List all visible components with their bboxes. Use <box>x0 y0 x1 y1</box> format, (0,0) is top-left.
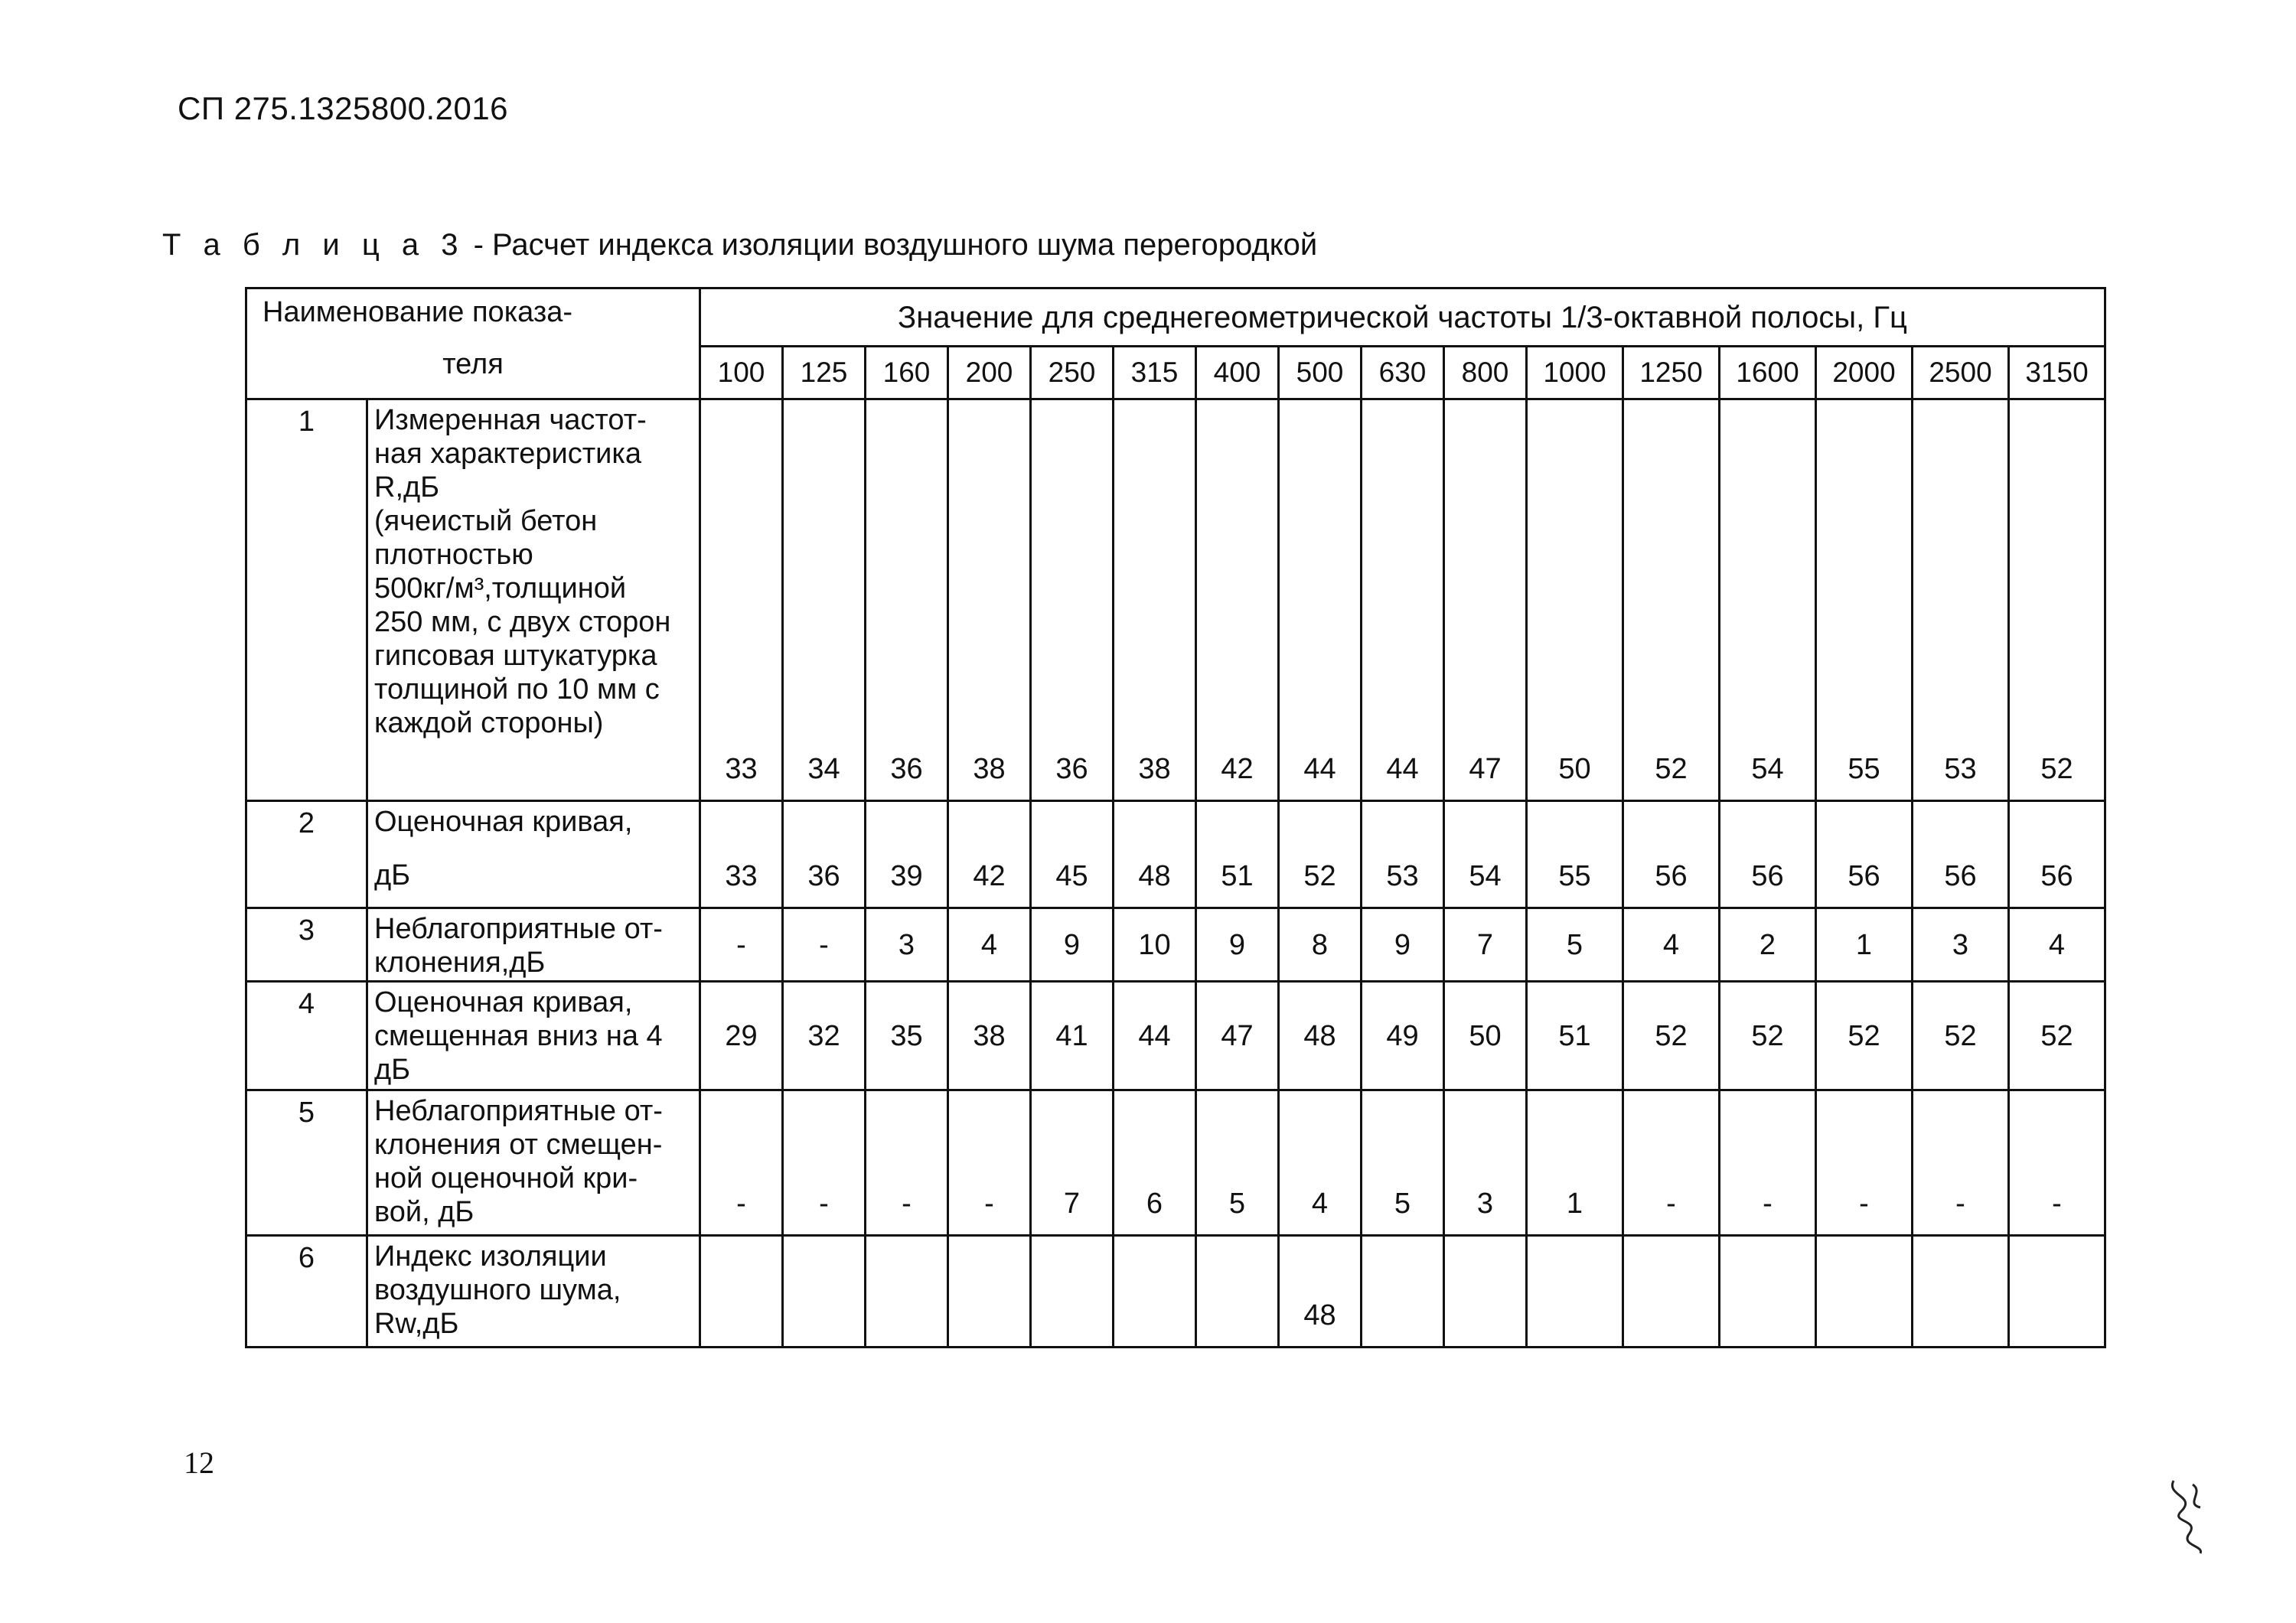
frequency-header-cell: 1000 <box>1527 347 1623 399</box>
value-cell: 56 <box>1720 801 1816 908</box>
value-cell: 3 <box>1913 908 2009 982</box>
table-row <box>246 1236 2105 1348</box>
value-cell: - <box>866 1090 948 1236</box>
frequency-header-cell: 200 <box>948 347 1031 399</box>
value-cell: - <box>1816 1090 1913 1236</box>
frequency-header-cell: 400 <box>1196 347 1279 399</box>
frequency-header-cell: 800 <box>1444 347 1527 399</box>
row-label-line: смещенная вниз на 4 <box>374 1020 663 1052</box>
frequency-header-cell: 315 <box>1114 347 1196 399</box>
frequency-header-cell: 125 <box>783 347 866 399</box>
indicator-name-header-line1: Наименование показа- <box>263 296 573 328</box>
value-cell <box>700 1236 783 1348</box>
value-cell: 38 <box>948 399 1031 801</box>
value-cell: - <box>1720 1090 1816 1236</box>
value-cell: 56 <box>1816 801 1913 908</box>
value-cell: - <box>948 1090 1031 1236</box>
row-index: 2 <box>246 801 367 908</box>
value-cell <box>1196 1236 1279 1348</box>
frequency-header-cell: 250 <box>1031 347 1114 399</box>
value-cell: 56 <box>2009 801 2105 908</box>
frequency-header-cell: 2000 <box>1816 347 1913 399</box>
value-cell: 54 <box>1720 399 1816 801</box>
value-cell: - <box>1913 1090 2009 1236</box>
value-cell: 5 <box>1527 908 1623 982</box>
value-cell <box>1114 1236 1196 1348</box>
value-cell: 9 <box>1196 908 1279 982</box>
value-cell: 1 <box>1527 1090 1623 1236</box>
value-cell <box>1623 1236 1720 1348</box>
value-cell: 29 <box>700 982 783 1090</box>
value-cell <box>783 1236 866 1348</box>
noise-insulation-table <box>245 287 2106 1348</box>
value-cell: 3 <box>866 908 948 982</box>
value-cell: 52 <box>2009 399 2105 801</box>
value-cell <box>948 1236 1031 1348</box>
frequency-header-cell: 100 <box>700 347 783 399</box>
value-cell: - <box>783 1090 866 1236</box>
value-cell <box>1362 1236 1444 1348</box>
row-index: 5 <box>246 1090 367 1236</box>
table-row <box>246 399 2105 801</box>
value-cell: 50 <box>1527 399 1623 801</box>
value-cell: 36 <box>1031 399 1114 801</box>
value-cell: 9 <box>1031 908 1114 982</box>
value-cell: - <box>700 908 783 982</box>
table-row <box>246 801 2105 908</box>
value-cell: 33 <box>700 801 783 908</box>
row-index: 4 <box>246 982 367 1090</box>
row-label-line: Оценочная кривая, <box>374 806 633 838</box>
page-number: 12 <box>184 1445 214 1480</box>
row-label <box>367 1090 700 1236</box>
value-cell: 44 <box>1279 399 1362 801</box>
row-label <box>367 399 700 801</box>
value-cell: 8 <box>1279 908 1362 982</box>
frequency-header-cell: 500 <box>1279 347 1362 399</box>
row-index: 3 <box>246 908 367 982</box>
value-cell: 48 <box>1279 982 1362 1090</box>
value-cell: 38 <box>948 982 1031 1090</box>
value-cell: 52 <box>2009 982 2105 1090</box>
value-cell: 48 <box>1279 1236 1362 1348</box>
value-cell: 55 <box>1816 399 1913 801</box>
table-caption <box>162 228 1317 262</box>
row-label-line: плотностью <box>374 539 533 571</box>
value-cell: 33 <box>700 399 783 801</box>
value-cell: 39 <box>866 801 948 908</box>
value-cell: 44 <box>1362 399 1444 801</box>
value-cell: 52 <box>1623 982 1720 1090</box>
value-cell: 2 <box>1720 908 1816 982</box>
frequency-header-cell: 3150 <box>2009 347 2105 399</box>
value-cell: 53 <box>1362 801 1444 908</box>
value-cell: 48 <box>1114 801 1196 908</box>
value-cell: 9 <box>1362 908 1444 982</box>
table-row <box>246 908 2105 982</box>
value-cell <box>1720 1236 1816 1348</box>
value-cell: 10 <box>1114 908 1196 982</box>
value-cell: - <box>1623 1090 1720 1236</box>
value-cell: 53 <box>1913 399 2009 801</box>
indicator-name-header <box>246 288 700 399</box>
value-cell: 49 <box>1362 982 1444 1090</box>
row-label-line: 500кг/м³,толщиной <box>374 572 627 605</box>
table-caption-title: - Расчет индекса изоляции воздушного шума перегородкой <box>465 228 1318 262</box>
value-cell: 44 <box>1114 982 1196 1090</box>
value-cell: 6 <box>1114 1090 1196 1236</box>
value-cell: 34 <box>783 399 866 801</box>
row-label-line: Индекс изоляции <box>374 1240 607 1273</box>
row-label-line: Неблагоприятные от- <box>374 1095 663 1127</box>
value-cell: 42 <box>948 801 1031 908</box>
row-label-line: Неблагоприятные от- <box>374 913 663 945</box>
value-cell: - <box>2009 1090 2105 1236</box>
value-cell: 4 <box>2009 908 2105 982</box>
value-cell: 3 <box>1444 1090 1527 1236</box>
value-cell: 7 <box>1031 1090 1114 1236</box>
value-cell: 36 <box>783 801 866 908</box>
value-cell: 54 <box>1444 801 1527 908</box>
row-label-line: Оценочная кривая, <box>374 986 633 1018</box>
value-cell: 4 <box>1623 908 1720 982</box>
value-cell: 41 <box>1031 982 1114 1090</box>
table-row <box>246 982 2105 1090</box>
row-label-line: Измеренная частот- <box>374 404 647 436</box>
value-cell: 52 <box>1816 982 1913 1090</box>
row-label <box>367 1236 700 1348</box>
row-label-line: гипсовая штукатурка <box>374 640 657 672</box>
table-row <box>246 1090 2105 1236</box>
value-cell: 52 <box>1623 399 1720 801</box>
row-label-line: каждой стороны) <box>374 707 604 739</box>
signature-mark <box>2158 1473 2219 1557</box>
value-cell <box>1031 1236 1114 1348</box>
value-cell <box>1527 1236 1623 1348</box>
value-cell: 35 <box>866 982 948 1090</box>
row-label-line: клонения от смещен- <box>374 1129 663 1161</box>
row-label <box>367 801 700 908</box>
value-cell: 1 <box>1816 908 1913 982</box>
value-cell: 47 <box>1444 399 1527 801</box>
value-cell <box>1444 1236 1527 1348</box>
row-label-line: воздушного шума, <box>374 1274 621 1306</box>
row-label <box>367 982 700 1090</box>
row-label-line: R,дБ <box>374 471 440 504</box>
value-cell: 47 <box>1196 982 1279 1090</box>
row-label-line: дБ <box>374 859 411 891</box>
value-cell: - <box>783 908 866 982</box>
value-cell: 45 <box>1031 801 1114 908</box>
indicator-name-header-line2: теля <box>442 348 504 380</box>
frequency-header-cell: 2500 <box>1913 347 2009 399</box>
value-cell: 56 <box>1913 801 2009 908</box>
row-label-line: вой, дБ <box>374 1196 475 1228</box>
value-cell: 4 <box>948 908 1031 982</box>
value-cell: 52 <box>1720 982 1816 1090</box>
value-cell: 5 <box>1196 1090 1279 1236</box>
value-cell <box>1913 1236 2009 1348</box>
value-cell: - <box>700 1090 783 1236</box>
value-cell: 7 <box>1444 908 1527 982</box>
row-label <box>367 908 700 982</box>
frequency-header-cell: 630 <box>1362 347 1444 399</box>
row-index: 1 <box>246 399 367 801</box>
value-cell: 5 <box>1362 1090 1444 1236</box>
value-cell <box>2009 1236 2105 1348</box>
value-cell: 42 <box>1196 399 1279 801</box>
value-cell: 52 <box>1279 801 1362 908</box>
row-index: 6 <box>246 1236 367 1348</box>
table-caption-prefix: Т а б л и ц а 3 <box>162 228 465 262</box>
value-cell: 52 <box>1913 982 2009 1090</box>
value-cell: 50 <box>1444 982 1527 1090</box>
row-label-line: дБ <box>374 1054 411 1086</box>
frequency-group-header: Значение для среднегеометрической частоты 1/3-октавной полосы, Гц <box>700 288 2105 347</box>
frequency-header-cell: 1600 <box>1720 347 1816 399</box>
value-cell: 55 <box>1527 801 1623 908</box>
value-cell: 36 <box>866 399 948 801</box>
value-cell: 38 <box>1114 399 1196 801</box>
frequency-header-cell: 1250 <box>1623 347 1720 399</box>
row-label-line: Rw,дБ <box>374 1308 459 1340</box>
value-cell: 56 <box>1623 801 1720 908</box>
value-cell: 51 <box>1527 982 1623 1090</box>
table-header-row <box>246 288 2105 347</box>
row-label-line: ная характеристика <box>374 438 641 470</box>
document-code: СП 275.1325800.2016 <box>178 90 509 126</box>
row-label-line: (ячеистый бетон <box>374 505 598 537</box>
row-label-line: ной оценочной кри- <box>374 1162 638 1194</box>
value-cell: 4 <box>1279 1090 1362 1236</box>
frequency-header-cell: 160 <box>866 347 948 399</box>
row-label-line: клонения,дБ <box>374 947 546 979</box>
value-cell: 32 <box>783 982 866 1090</box>
value-cell <box>866 1236 948 1348</box>
value-cell <box>1816 1236 1913 1348</box>
row-label-line: 250 мм, с двух сторон <box>374 606 671 638</box>
row-label-line: толщиной по 10 мм с <box>374 673 660 706</box>
value-cell: 51 <box>1196 801 1279 908</box>
